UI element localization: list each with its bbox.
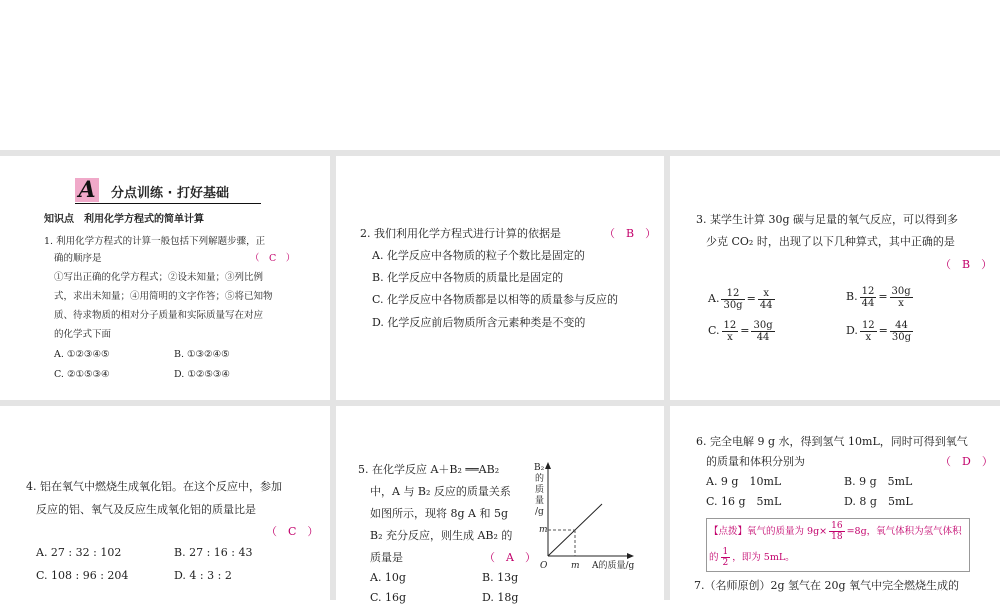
panel-q5 (336, 406, 664, 604)
panel-q3 (670, 156, 1000, 400)
q5-answer: （ A ） (484, 551, 536, 564)
section-title: 分点训练 · 打好基础 (111, 186, 229, 201)
q4-option-a: A. 27 : 32 : 102 (36, 546, 122, 559)
panel-q4 (0, 406, 330, 600)
option-b-label: B. (846, 290, 858, 303)
q3-line-1: 3. 某学生计算 30g 碳与足量的氧气反应，可以得到多 (696, 213, 959, 226)
hint-middle: =8g，氧气体积为氢气体积 (846, 526, 962, 537)
q6-option-d: D. 8 g 5mL (844, 495, 913, 508)
q1-line-4: 式，求出未知量；④用简明的文字作答；⑤将已知物 (54, 291, 273, 302)
hint-line2-suffix: ，即为 5mL。 (732, 552, 795, 563)
q6-option-b: B. 9 g 5mL (844, 475, 913, 488)
q4-answer: （ C ） (266, 525, 319, 538)
x-mark-m: m (571, 561, 580, 571)
frac-c-right: $\frac{30g}{44}$ (753, 319, 773, 343)
q3-option-d: D. $\frac{12}{x}$ = $\frac{44}{30g}$ (846, 319, 912, 343)
frac-b-left: $\frac{12}{44}$ (861, 285, 875, 309)
q2-option-d: D. 化学反应前后物质所含元素种类是不变的 (372, 316, 586, 329)
q4-line-2: 反应的铝、氧气及反应生成氧化铝的质量比是 (36, 503, 256, 516)
hint-prefix: 【点拨】氧气的质量为 9g× (709, 526, 828, 537)
knowledge-point: 知识点 利用化学方程式的简单计算 (44, 214, 204, 225)
y-label-line-2: 的 (535, 474, 545, 484)
q5-line-4: B₂ 充分反应，则生成 AB₂ 的 (370, 529, 513, 542)
q1-answer: （ C ） (250, 253, 296, 264)
frac-c-left: $\frac{12}{x}$ (723, 319, 737, 343)
hint-line2-prefix: 的 (709, 552, 719, 563)
q7-partial-line: 7.（名师原创）2g 氢气在 20g 氧气中完全燃烧生成的 (694, 579, 960, 592)
q6-line-2: 的质量和体积分别为 (706, 455, 805, 468)
hint-line-1 (709, 521, 962, 543)
y-label-line-1: B₂ (534, 463, 545, 473)
x-axis-label: A的质量/g (592, 561, 635, 571)
hint-box (706, 518, 970, 572)
q6-option-c: C. 16 g 5mL (706, 495, 782, 508)
q1-line-1: 1. 利用化学方程式的计算一般包括下列解题步骤，正 (44, 236, 266, 247)
q1-line-2: 确的顺序是 (54, 253, 102, 264)
y-axis-arrow (545, 462, 551, 469)
q3-option-b: B. $\frac{12}{44}$ = $\frac{30g}{x}$ (846, 285, 911, 309)
q1-option-b: B. ①③②④⑤ (174, 349, 230, 360)
origin-label: O (540, 561, 548, 571)
frac-d-right: $\frac{44}{30g}$ (891, 319, 912, 343)
q5-line-3: 如图所示，现将 8g A 和 5g (370, 507, 509, 520)
q5-option-c: C. 16g (370, 591, 407, 604)
option-c-label: C. (708, 324, 720, 337)
option-d-label: D. (846, 324, 858, 337)
panel-q6 (670, 406, 1000, 600)
frac-a-right: $\frac{x}{44}$ (759, 287, 773, 311)
q4-option-b: B. 27 : 16 : 43 (174, 546, 253, 559)
q1-line-5: 质、待求物质的相对分子质量和实际质量写在对应 (54, 310, 264, 321)
q3-line-2: 少克 CO₂ 时，出现了以下几种算式，其中正确的是 (706, 235, 955, 248)
y-label-line-4: 量 (535, 496, 545, 506)
q1-line-3: ①写出正确的化学方程式；②设未知量；③列比例 (54, 272, 264, 283)
q3-option-c: C. $\frac{12}{x}$ = $\frac{30g}{44}$ (708, 319, 773, 343)
q2-option-a: A. 化学反应中各物质的粒子个数比是固定的 (372, 249, 585, 262)
option-a-label: A. (708, 292, 720, 305)
q5-option-d: D. 18g (482, 591, 519, 604)
panel-q1 (0, 156, 330, 400)
frac-d-left: $\frac{12}{x}$ (861, 319, 875, 343)
q5-line-2: 中，A 与 B₂ 反应的质量关系 (370, 485, 511, 498)
frac-b-right: $\frac{30g}{x}$ (891, 285, 911, 309)
x-axis-arrow (627, 553, 634, 559)
q4-option-d: D. 4 : 3 : 2 (174, 569, 232, 582)
hint-frac-1: $\frac{16}{18}$ (831, 521, 843, 542)
graph-y-label (534, 463, 545, 517)
q1-option-c: C. ②①⑤③④ (54, 369, 110, 380)
q2-answer: （ B ） (604, 227, 657, 240)
y-label-line-3: 质 (535, 485, 545, 495)
q2-option-c: C. 化学反应中各物质都是以相等的质量参与反应的 (372, 293, 619, 306)
q1-line-6: 的化学式下面 (54, 329, 112, 340)
q4-option-c: C. 108 : 96 : 204 (36, 569, 129, 582)
q1-option-a: A. ①②③④⑤ (54, 349, 110, 360)
q5-line-5: 质量是 (370, 551, 403, 564)
frac-a-left: $\frac{12}{30g}$ (723, 287, 743, 311)
q3-option-a: A. $\frac{12}{30g}$ = $\frac{x}{44}$ (708, 287, 773, 311)
q4-line-1: 4. 铝在氧气中燃烧生成氧化铝。在这个反应中，参加 (26, 480, 282, 493)
q5-option-b: B. 13g (482, 571, 519, 584)
section-badge: A (75, 178, 99, 202)
q1-option-d: D. ①②⑤③④ (174, 369, 230, 380)
q2-stem: 2. 我们利用化学方程式进行计算的依据是 (360, 227, 561, 240)
q3-answer: （ B ） (940, 258, 993, 271)
q2-option-b: B. 化学反应中各物质的质量比是固定的 (372, 271, 564, 284)
hint-frac-2: $\frac{1}{2}$ (722, 547, 729, 568)
q6-answer: （ D ） (940, 455, 993, 468)
q6-option-a: A. 9 g 10mL (706, 475, 782, 488)
header-rule (75, 203, 261, 204)
panel-q2 (336, 156, 664, 400)
hint-line-2 (709, 547, 795, 569)
mass-relation-graph (526, 460, 662, 574)
q5-line-1: 5. 在化学反应 A＋B₂ ══AB₂ (358, 463, 500, 476)
q5-option-a: A. 10g (370, 571, 406, 584)
q6-line-1: 6. 完全电解 9 g 水，得到氢气 10mL，同时可得到氧气 (696, 435, 968, 448)
y-label-line-5: /g (535, 507, 544, 517)
y-mark-m: m (539, 525, 548, 535)
section-header (75, 178, 261, 204)
